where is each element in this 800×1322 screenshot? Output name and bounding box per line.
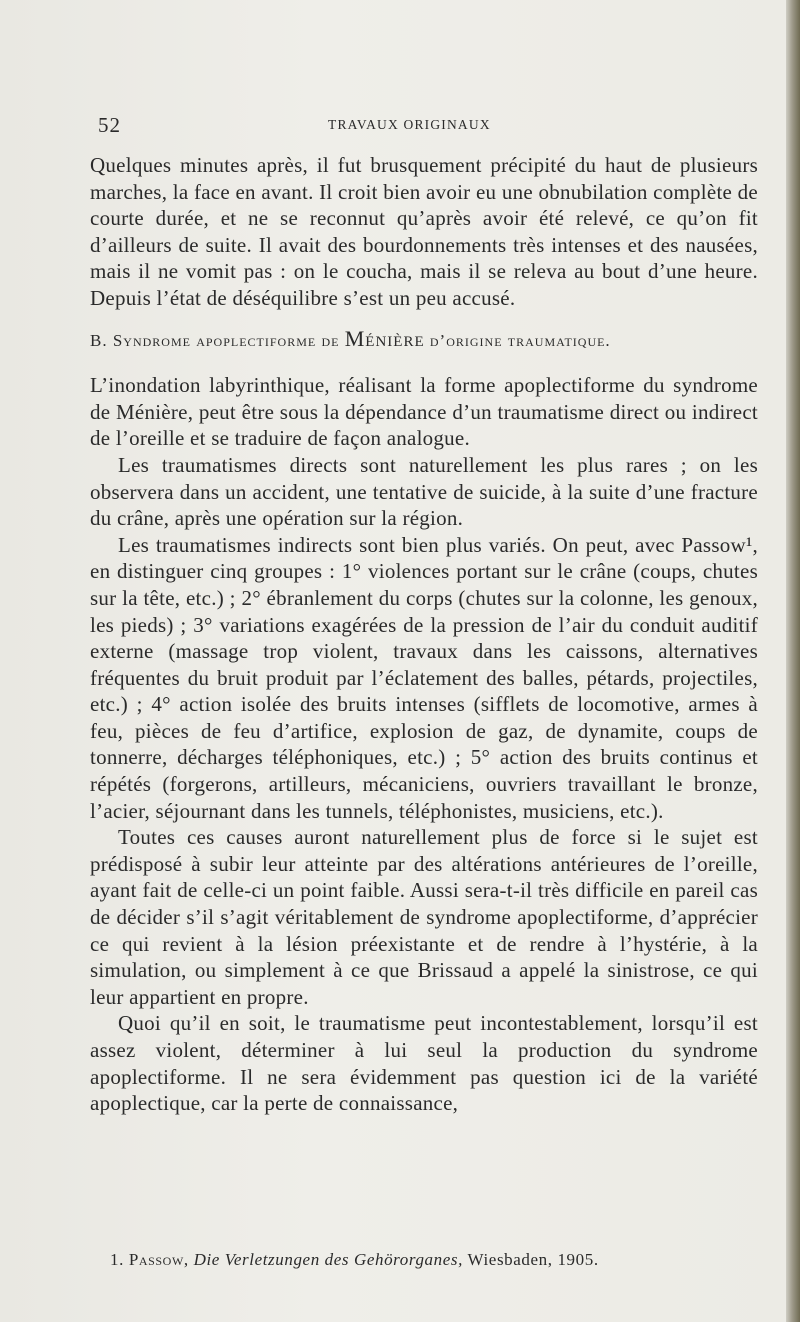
paragraph: Les traumatismes directs sont naturellement les plus rares ; on les observera dans un accident, une tentative de suicide, à la suite d’une fracture du crâne, après une opération sur la région. [90,452,758,531]
section-title-prefix: B. [90,330,113,350]
section-title-name: Ménière [344,325,425,351]
footnote-author: Passow, [128,1250,189,1269]
paragraph: Toutes ces causes auront naturellement plus de force si le sujet est prédisposé à subir leur atteinte par des altérations antérieures de l’oreille, ayant fait de celle-ci un point faible. Aussi sera-t-il très difficile en pareil cas de décider s’il s’agit véritablement de syndrome apoplectiforme, d’apprécier ce qui revient à la lésion préexistante et de rendre à l’hystérie, à la simulation, ou simplement à ce que Brissaud a appelé la sinistrose, ce qui leur appartient en propre. [90,825,758,1009]
page-number: 52 [98,113,121,137]
running-head: TRAVAUX ORIGINAUX [328,117,491,132]
section-title-words: Syndrome apoplectiforme de [112,330,345,350]
paragraph: Quelques minutes après, il fut brusquement précipité du haut de plusieurs marches, la face en avant. Il croit bien avoir eu une obnubilation complète de courte durée, et ne se reconnut qu’après avoir été relevé, ce qu’on fit d’ailleurs de suite. Il avait des bourdonnements très intenses et des nausées, mais il ne vomit pas : on le coucha, mais il se releva au bout d’une heure. Depuis l’état de déséquilibre s’est un peu accusé. [90,153,758,310]
paragraph: L’inondation labyrinthique, réalisant la forme apoplectiforme du syndrome de Ménière, peut être sous la dépendance d’un traumatisme direct ou indirect de l’oreille et se traduire de façon analogue. [90,373,758,451]
page-header [98,113,758,137]
footnote-title: Die Verletzungen des Gehörorganes, [193,1250,463,1269]
paragraph: Les traumatismes indirects sont bien plus variés. On peut, avec Passow¹, en distinguer cinq groupes : 1° violences portant sur le crâne (coups, chutes sur la tête, etc.) ; 2° ébranlement du corps (chutes sur la colonne, les genoux, les pieds) ; 3° variations exagérées de la pression de l’air du conduit auditif externe (massage trop violent, travaux dans les caissons, alternatives fréquentes du bruit produit par l’éclatement des balles, pétards, projectiles, etc.) ; 4° action isolée des bruits intenses (sifflets de locomotive, armes à feu, pièces de feu d’artifice, explosion de gaz, de dynamite, coups de tonnerre, décharges téléphoniques, etc.) ; 5° action des bruits continus et répétés (forgerons, artilleurs, mécaniciens, ouvriers travaillant le bronze, l’acier, séjournant dans les tunnels, téléphonistes, musiciens, etc.). [90,532,758,823]
main-text [90,152,758,1117]
section-title-rest: d’origine traumatique. [424,330,611,350]
paragraph: Quoi qu’il en soit, le traumatisme peut incontestablement, lorsqu’il est assez violent, déterminer à lui seul la production du syndrome apoplectiforme. Il ne sera évidemment pas question ici de la variété apoplectique, car la perte de connaissance, [90,1011,758,1116]
section-title [90,326,758,355]
page-edge [786,0,800,1322]
footnote-place-year: Wiesbaden, 1905. [467,1250,599,1269]
footnote [110,1250,599,1270]
footnote-number: 1. [110,1250,124,1269]
